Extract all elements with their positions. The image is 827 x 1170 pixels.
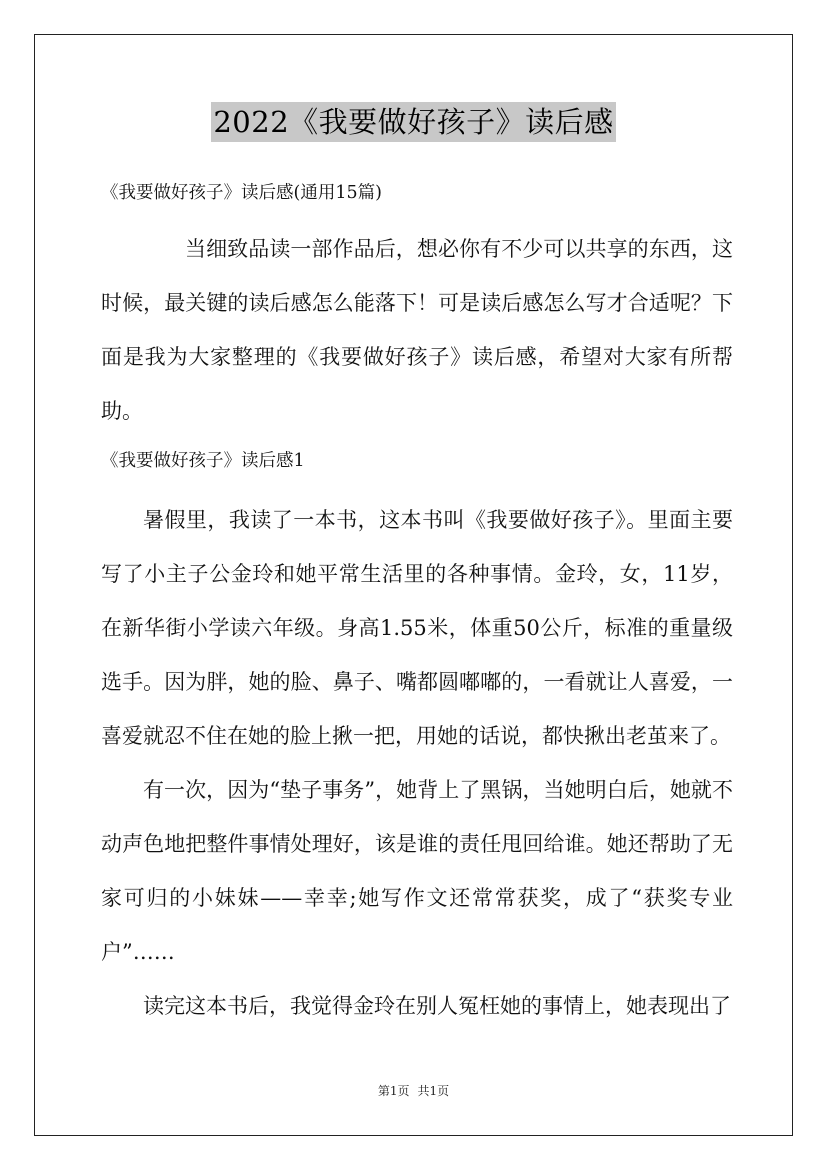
page-footer — [0, 1083, 827, 1099]
body-paragraph-3: 读完这本书后，我觉得金玲在别人冤枉她的事情上，她表现出了 — [143, 994, 731, 1018]
section-heading: 《我要做好孩子》读后感1 — [101, 451, 305, 471]
document-title: 2022《我要做好孩子》读后感 — [211, 102, 615, 142]
page-total: 共1页 — [417, 1084, 450, 1098]
title-container — [0, 102, 827, 142]
document-subtitle: 《我要做好孩子》读后感(通用15篇) — [101, 183, 382, 203]
body-paragraph-1: 暑假里，我读了一本书，这本书叫《我要做好孩子》。里面主要写了小主子公金玲和她平常生活里的各种事情。金玲，女，11岁，在新华街小学读六年级。身高1.55米，体重50公斤，标准的重量级选手。因为胖，她的脸、鼻子、嘴都圆嘟嘟的，一看就让人喜爱，一喜爱就忍不住在她的脸上揪一把，用她的话说，都快揪出老茧来了。 — [101, 508, 733, 748]
body-paragraph-2: 有一次，因为“垫子事务”，她背上了黑锅，当她明白后，她就不动声色地把整件事情处理好，该是谁的责任甩回给谁。她还帮助了无家可归的小妹妹——幸幸;她写作文还常常获奖，成了“获奖专业户”…… — [101, 778, 733, 964]
intro-paragraph: 当细致品读一部作品后，想必你有不少可以共享的东西，这时候，最关键的读后感怎么能落下！可是读后感怎么写才合适呢？下面是我为大家整理的《我要做好孩子》读后感，希望对大家有所帮助。 — [101, 237, 733, 423]
page-number: 第1页 — [377, 1084, 410, 1098]
